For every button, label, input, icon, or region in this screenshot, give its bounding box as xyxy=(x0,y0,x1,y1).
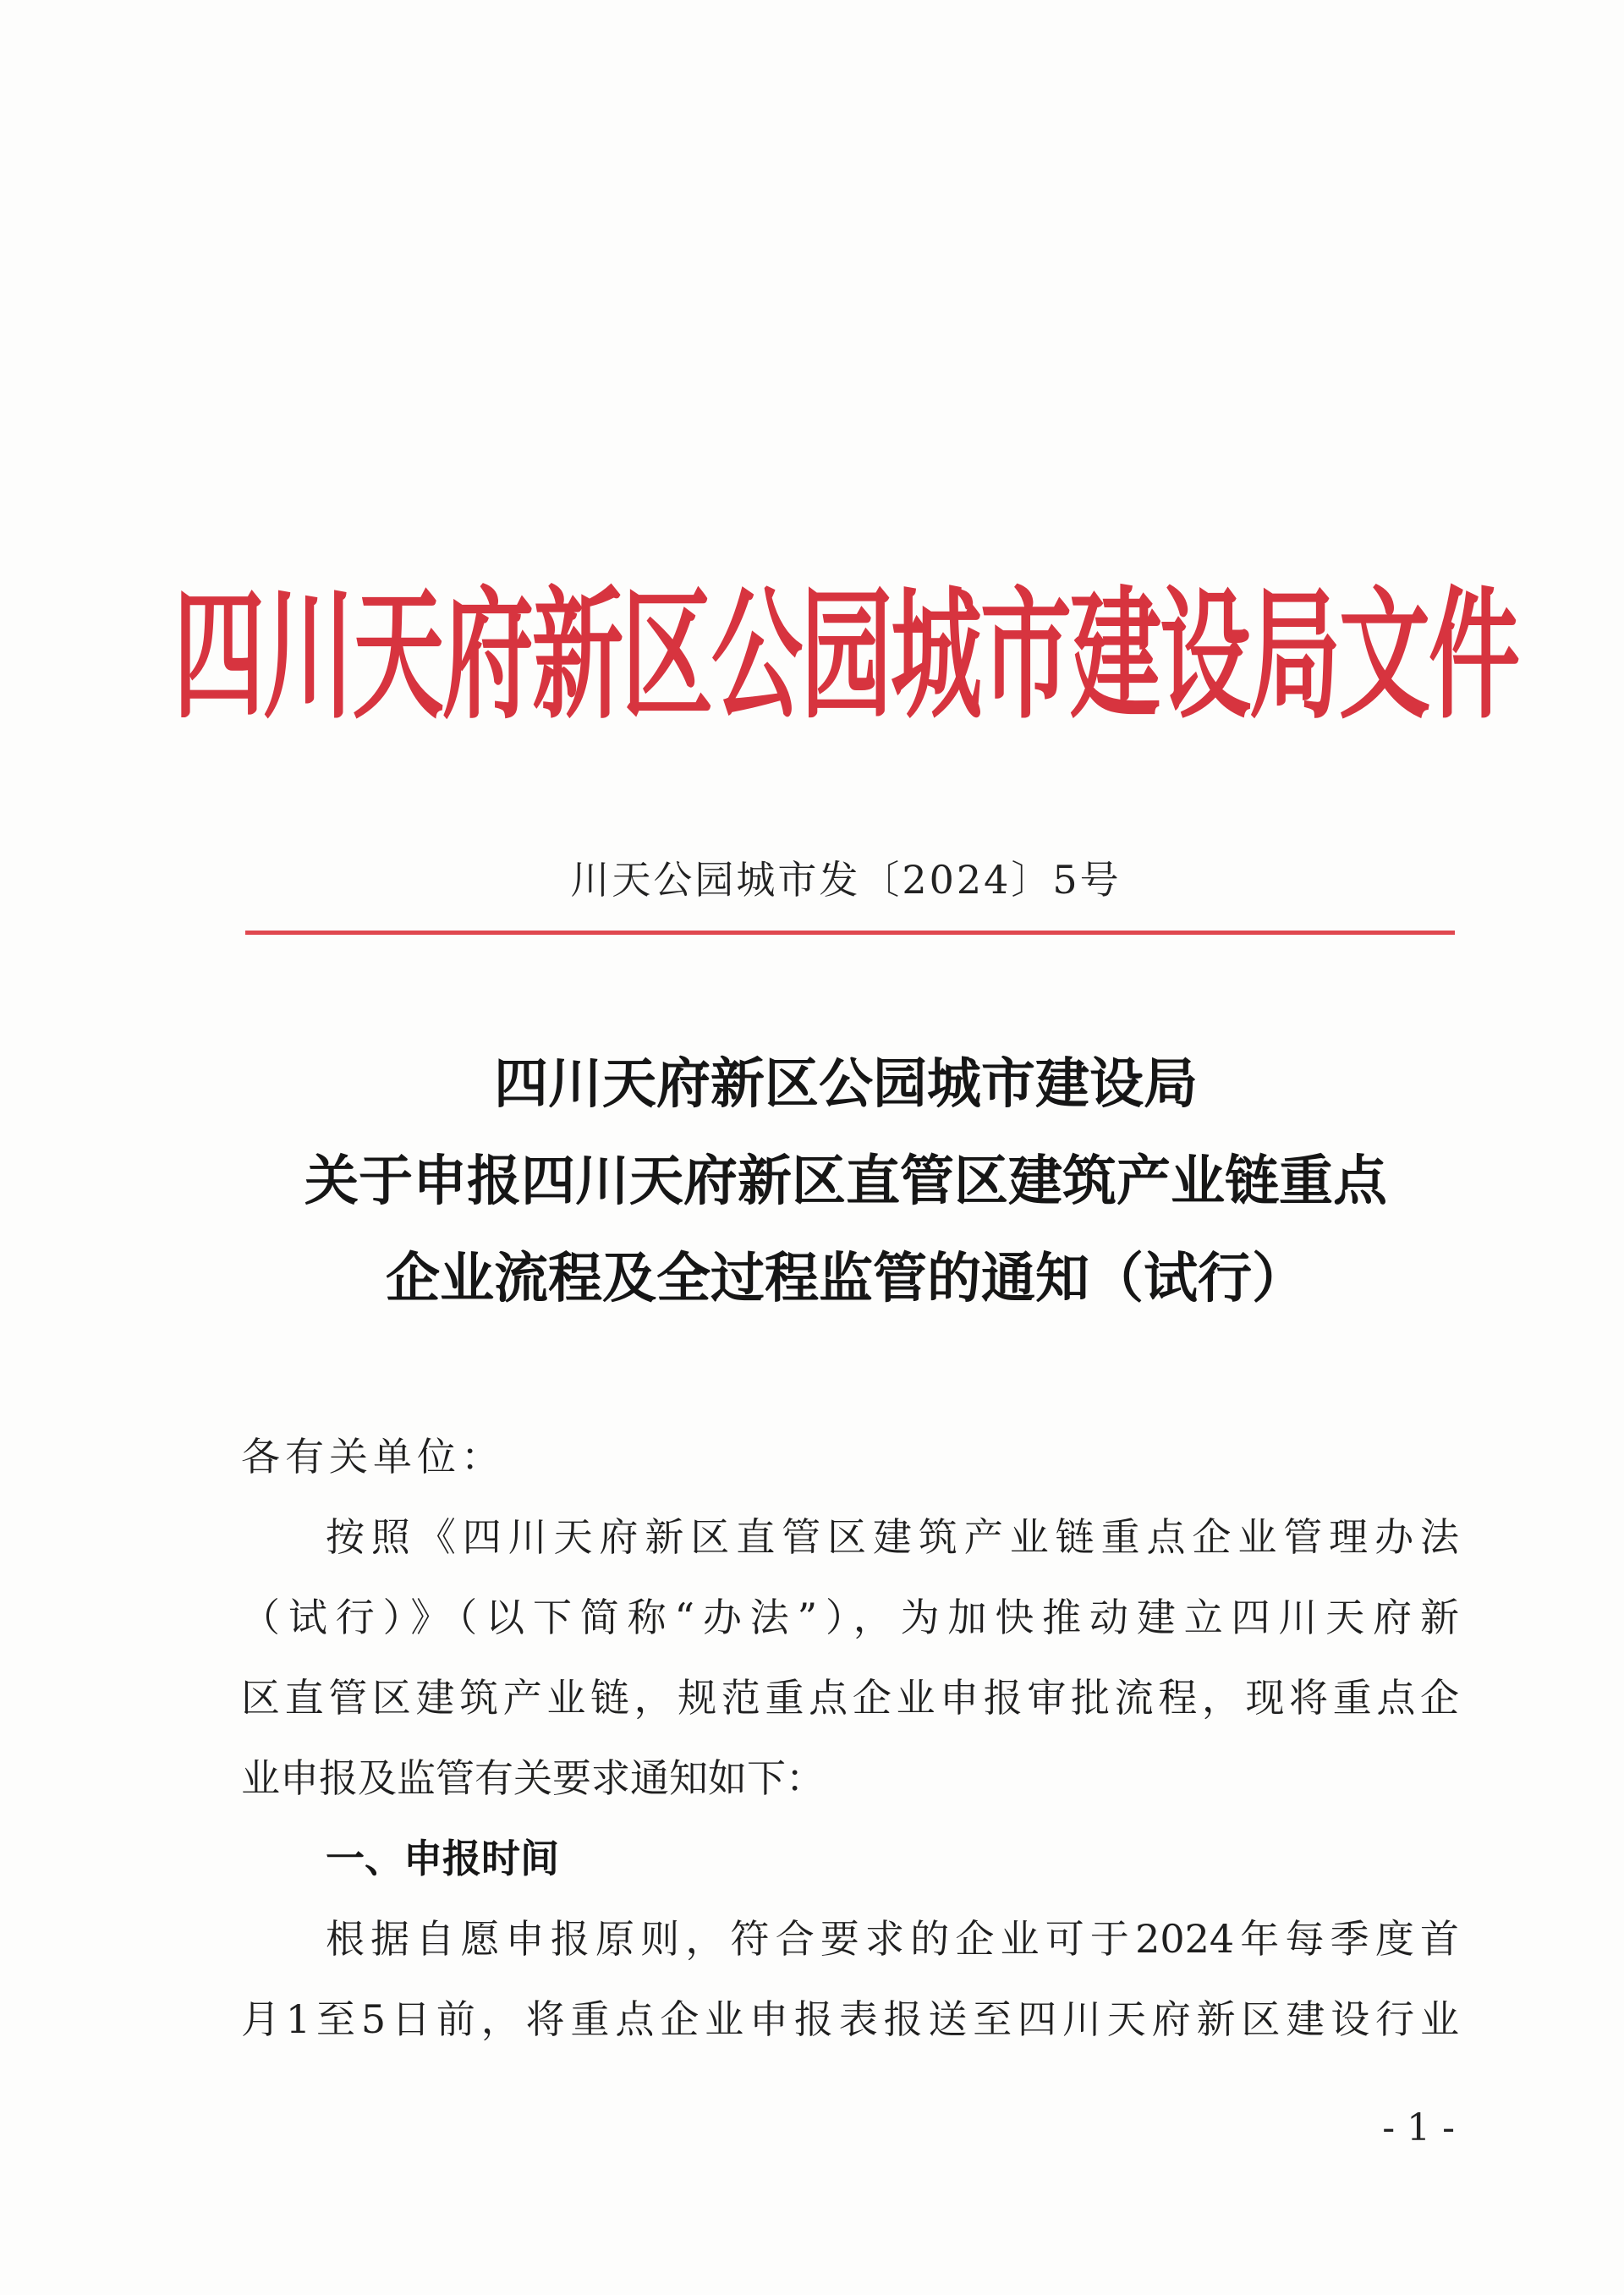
salutation: 各有关单位： xyxy=(241,1434,505,1480)
paragraph-line: 业申报及监管有关要求通知如下： xyxy=(241,1755,825,1801)
section-heading-application-time: 一、申报时间 xyxy=(326,1836,559,1881)
page-number: - 1 - xyxy=(1382,2106,1455,2150)
paragraph-line: （试行）》（以下简称“办法”），为加快推动建立四川天府新 xyxy=(241,1595,1459,1640)
section1-paragraph xyxy=(241,1899,1459,2060)
intro-paragraph xyxy=(241,1497,1459,1819)
document-number: 川天公园城市发〔2024〕5号 xyxy=(570,857,1122,903)
paragraph-line: 区直管区建筑产业链，规范重点企业申报审批流程，现将重点企 xyxy=(241,1675,1459,1721)
paragraph-line: 月1至5日前，将重点企业申报表报送至四川天府新区建设行业 xyxy=(241,1996,1459,2042)
paragraph-line: 按照《四川天府新区直管区建筑产业链重点企业管理办法 xyxy=(326,1514,1459,1560)
red-masthead-title: 四川天府新区公园城市建设局文件 xyxy=(173,574,1519,738)
title-line: 关于申报四川天府新区直管区建筑产业链重点 xyxy=(304,1150,1387,1213)
title-line: 四川天府新区公园城市建设局 xyxy=(494,1053,1198,1116)
notice-title xyxy=(220,1036,1472,1328)
paragraph-line: 根据自愿申报原则，符合要求的企业可于2024年每季度首 xyxy=(326,1916,1459,1962)
red-separator-line xyxy=(245,931,1455,935)
title-line: 企业流程及全过程监管的通知（试行） xyxy=(386,1248,1306,1310)
